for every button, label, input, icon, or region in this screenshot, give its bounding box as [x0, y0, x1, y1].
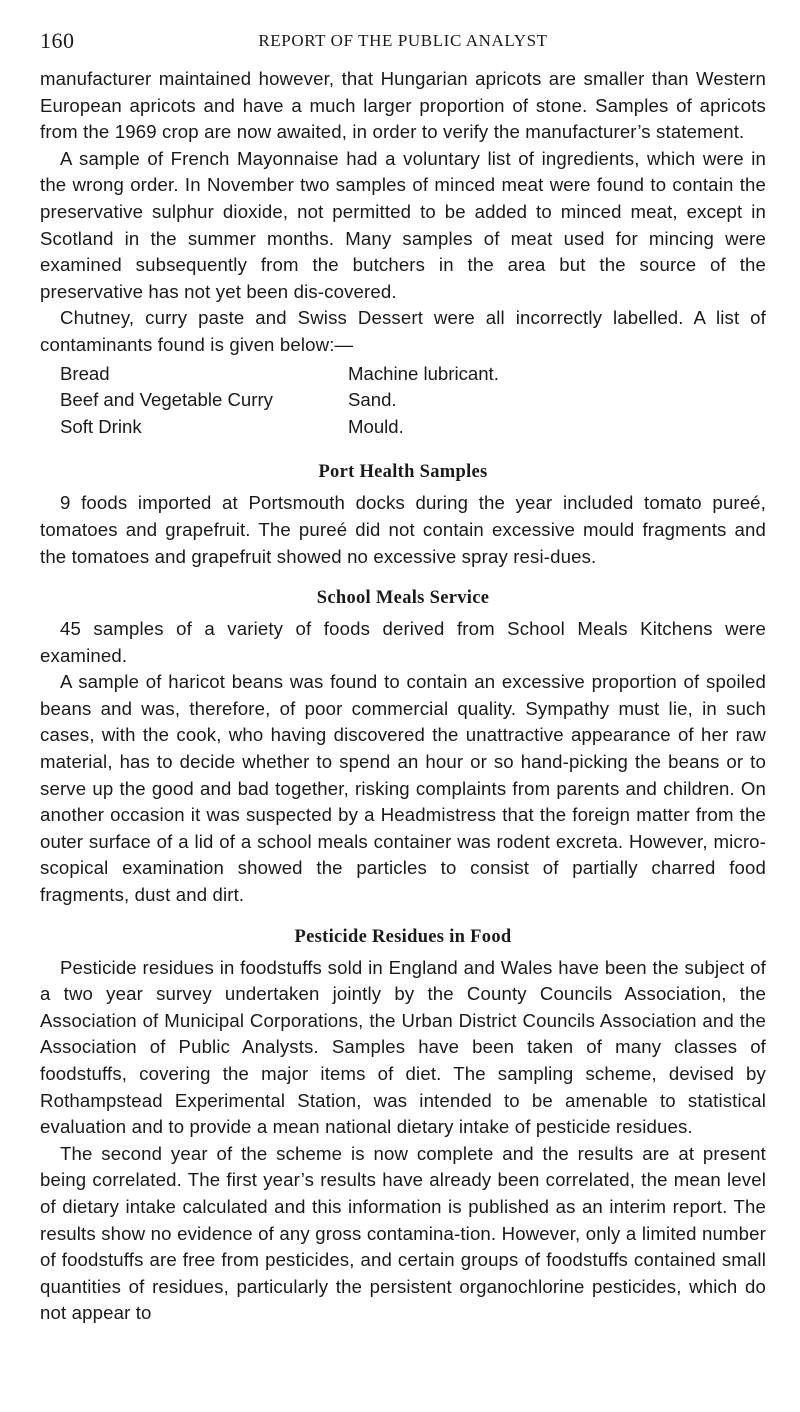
paragraph: A sample of French Mayonnaise had a voluntary list of ingredients, which were in the wrong order. In November two samples of minced meat were found to contain the preservative sulphur dioxide, not permitted to be added to minced meat, except in Scotland in the summer months. Many samples of meat used for mincing were examined subsequently from the butchers in the area but the source of the preservative has not yet been dis-covered.	[40, 147, 766, 302]
page-number: 160	[40, 28, 75, 53]
paragraph: Pesticide residues in foodstuffs sold in England and Wales have been the subject of a two year survey undertaken jointly by the County Councils Association, the Association of Municipal Corporations, the Urban District Councils Association and the Association of Public Analysts. Samples have been taken of many classes of foodstuffs, covering the major items of diet. The sampling scheme, devised by Rothampstead Experimental Station, was intended to be amenable to statistical evaluation and to provide a mean national dietary intake of pesticide residues.	[40, 956, 766, 1138]
list-item	[60, 387, 766, 414]
running-title: REPORT OF THE PUBLIC ANALYST	[258, 31, 548, 50]
list-item	[60, 361, 766, 388]
port-health-section	[40, 490, 766, 570]
contaminant-food: Bread	[60, 362, 110, 384]
running-header	[40, 28, 766, 66]
contaminant-food: Beef and Vegetable Curry	[60, 389, 273, 411]
school-meals-section	[40, 616, 766, 909]
pesticide-section	[40, 955, 766, 1327]
paragraph: manufacturer maintained however, that Hungarian apricots are smaller than Western European apricots and have a much larger proportion of stone. Samples of apricots from the 1969 crop are now awaited, in order to verify the manufacturer’s statement.	[40, 68, 766, 143]
paragraph: 9 foods imported at Portsmouth docks during the year included tomato pureé, tomatoes and grapefruit. The pureé did not contain excessive mould fragments and the tomatoes and grapefruit showed no excessive spray resi-dues.	[40, 492, 766, 567]
section-heading-port-health: Port Health Samples	[318, 462, 488, 483]
document-page	[40, 28, 766, 1327]
paragraph: 45 samples of a variety of foods derived from School Meals Kitchens were examined.	[40, 618, 766, 666]
contaminants-list	[60, 361, 766, 441]
paragraph: Chutney, curry paste and Swiss Dessert were all incorrectly labelled. A list of contaminants found is given below:—	[40, 307, 766, 355]
contaminant-food: Soft Drink	[60, 415, 142, 437]
contaminant-type: Machine lubricant.	[348, 362, 499, 384]
paragraph: The second year of the scheme is now complete and the results are at present being correlated. The first year’s results have already been correlated, the mean level of dietary intake calculated and this information is published as an interim report. The results show no evidence of any gross contamina-tion. However, only a limited number of foodstuffs are free from pesticides, and certain groups of foodstuffs contained small quantities of residues, particularly the persistent organochlorine pesticides, which do not appear to	[40, 1142, 766, 1324]
contaminant-type: Sand.	[348, 389, 397, 411]
list-item	[60, 414, 766, 441]
contaminant-type: Mould.	[348, 415, 404, 437]
intro-section	[40, 66, 766, 359]
section-heading-pesticide: Pesticide Residues in Food	[294, 926, 512, 947]
paragraph: A sample of haricot beans was found to contain an excessive proportion of spoiled beans and was, therefore, of poor commercial quality. Sympathy must lie, in such cases, with the cook, who having discovered the unattractive appearance of her raw material, has to decide whether to spend an hour or so hand-picking the beans or to serve up the good and bad together, risking complaints from parents and children. On another occasion it was suspected by a Headmistress that the foreign matter from the outer surface of a lid of a school meals container was rodent excreta. However, micro-scopical examination showed the particles to consist of partially charred food fragments, dust and dirt.	[40, 671, 766, 906]
section-heading-school-meals: School Meals Service	[316, 588, 490, 609]
